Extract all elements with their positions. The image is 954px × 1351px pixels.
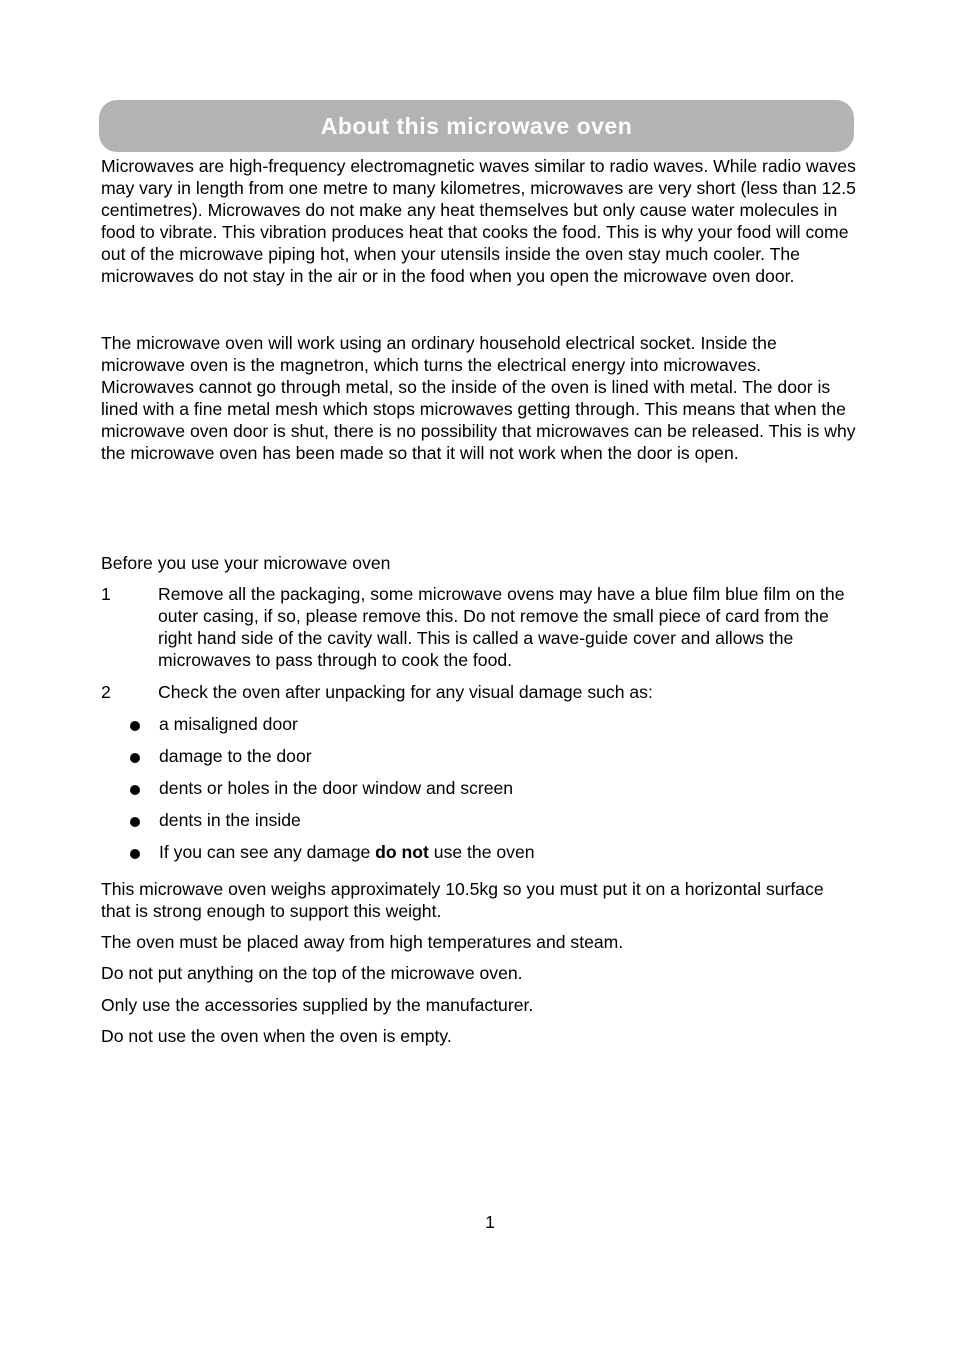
list-item bbox=[101, 713, 856, 735]
list-item bbox=[101, 809, 856, 831]
step-text: Check the oven after unpacking for any visual damage such as: bbox=[158, 682, 653, 702]
closing-paragraph-1: This microwave oven weighs approximately 10.5kg so you must put it on a horizontal surface that is strong enough to support this weight. bbox=[101, 879, 824, 922]
closing-paragraph-3: Do not put anything on the top of the microwave oven. bbox=[101, 963, 523, 983]
step-2 bbox=[101, 681, 856, 703]
step-number: 2 bbox=[101, 682, 111, 702]
bullet-icon bbox=[130, 785, 140, 795]
bullet-icon bbox=[130, 849, 140, 859]
intro-paragraph-2: The microwave oven will work using an ordinary household electrical socket. Inside the microwave oven is the magnetron, which turns the electrical energy into microwaves. Microwaves cannot go through metal, so the inside of the oven is lined with metal. The door is lined with a fine metal mesh which stops microwaves getting through. This means that when the microwave oven door is shut, there is no possibility that microwaves can be released. This is why the microwave oven has been made so that it will not work when the door is open. bbox=[101, 333, 856, 464]
page-number: 1 bbox=[485, 1212, 495, 1232]
closing-paragraph-2: The oven must be placed away from high temperatures and steam. bbox=[101, 932, 624, 952]
list-item-text: damage to the door bbox=[159, 746, 312, 766]
list-item-warning bbox=[101, 841, 856, 863]
bullet-icon bbox=[130, 721, 140, 731]
list-item-text: dents in the inside bbox=[159, 810, 301, 830]
step-number: 1 bbox=[101, 584, 111, 604]
list-item bbox=[101, 777, 856, 799]
page-title: About this microwave oven bbox=[320, 112, 633, 139]
warning-text-after: use the oven bbox=[428, 842, 535, 862]
bullet-icon bbox=[130, 817, 140, 827]
list-item bbox=[101, 745, 856, 767]
section-title-bar bbox=[99, 100, 854, 152]
list-item-text: dents or holes in the door window and screen bbox=[159, 778, 514, 798]
step-text: Remove all the packaging, some microwave ovens may have a blue film blue film on the outer casing, if so, please remove this. Do not remove the small piece of card from the right hand side of the cavity wall. This is called a wave-guide cover and allows the microwaves to pass through to cook the food. bbox=[158, 584, 845, 671]
list-item-text: a misaligned door bbox=[159, 714, 298, 734]
bullet-icon bbox=[130, 753, 140, 763]
warning-emphasis: do not bbox=[375, 842, 429, 862]
list-item-text bbox=[159, 841, 856, 863]
before-use-heading: Before you use your microwave oven bbox=[101, 553, 391, 573]
warning-text-before: If you can see any damage bbox=[159, 842, 376, 862]
intro-paragraph-1: Microwaves are high-frequency electromagnetic waves similar to radio waves. While radio waves may vary in length from one metre to many kilometres, microwaves are very short (less than 12.5 centimetres). Microwaves do not make any heat themselves but only cause water molecules in food to vibrate. This vibration produces heat that cooks the food. This is why your food will come out of the microwave piping hot, when your utensils inside the oven stay much cooler. The microwaves do not stay in the air or in the food when you open the microwave oven door. bbox=[101, 156, 856, 287]
step-1 bbox=[101, 583, 856, 671]
closing-paragraph-4: Only use the accessories supplied by the manufacturer. bbox=[101, 995, 534, 1015]
closing-paragraph-5: Do not use the oven when the oven is empty. bbox=[101, 1026, 452, 1046]
